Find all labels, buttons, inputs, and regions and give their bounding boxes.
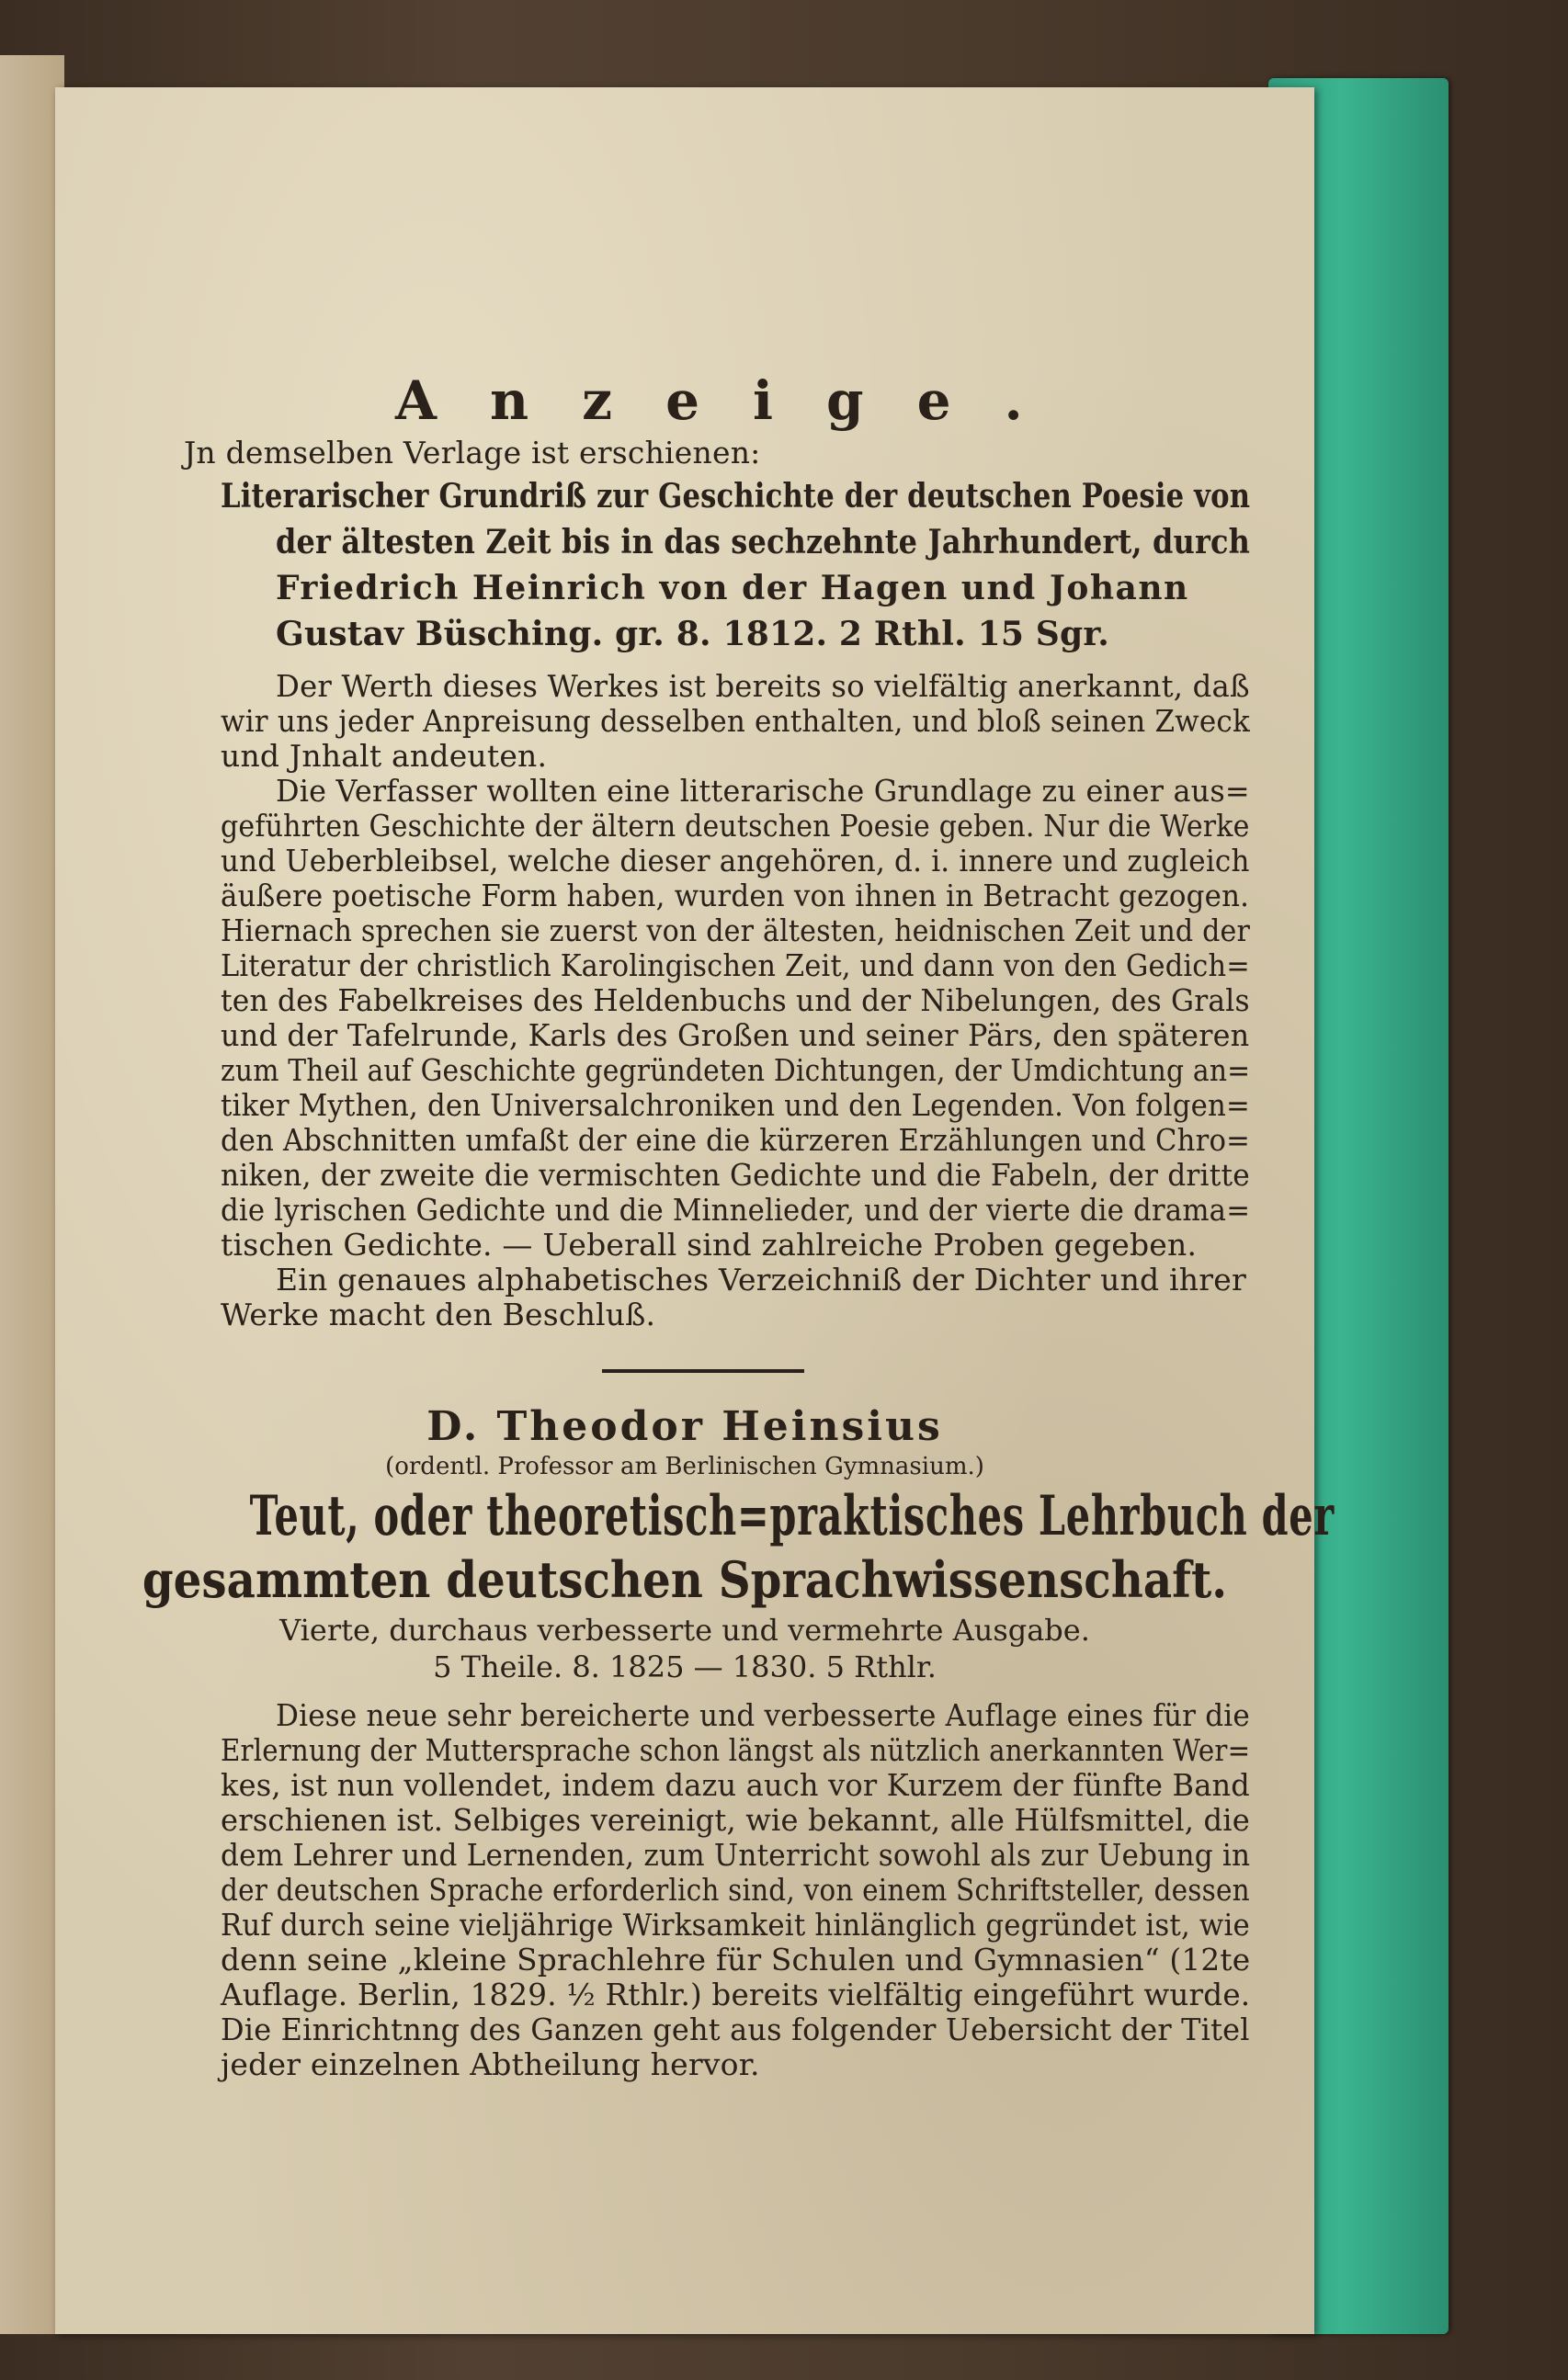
intro-line: Jn demselben Verlage ist erschienen: — [184, 435, 761, 470]
body2-line: denn seine „kleine Sprachlehre für Schulen und Gymnasien“ (12te — [221, 1942, 1251, 1978]
book1-title-line: Friedrich Heinrich von der Hagen und Johann — [276, 569, 1189, 607]
body1-line: Hiernach sprechen sie zuerst von der ältesten, heidnischen Zeit und der — [221, 912, 1251, 948]
document-page — [55, 87, 1335, 2334]
body2-line: erschienen ist. Selbiges vereinigt, wie bekannt, alle Hülfsmittel, die — [221, 1802, 1250, 1838]
book2-details: 5 Theile. 8. 1825 — 1830. 5 Rthlr. — [433, 1649, 937, 1684]
book2-title-line1: Teut, oder theoretisch=praktisches Lehrbuch der — [249, 1484, 1335, 1548]
body1-line: Literatur der christlich Karolingischen Zeit, und dann von den Gedich= — [221, 947, 1250, 983]
body1-line: geführten Geschichte der ältern deutschen Poesie geben. Nur die Werke — [221, 808, 1250, 844]
book2-edition: Vierte, durchaus verbesserte und vermehrte Ausgabe. — [279, 1613, 1090, 1648]
body1-line: Werke macht den Beschluß. — [221, 1297, 656, 1332]
body1-line: äußere poetische Form haben, wurden von ihnen in Betracht gezogen. — [221, 878, 1250, 913]
book1-title-line: Gustav Büsching. gr. 8. 1812. 2 Rthl. 15 Sgr. — [276, 615, 1109, 653]
book2-affiliation: (ordentl. Professor am Berlinischen Gymnasium.) — [385, 1453, 984, 1480]
body1-line: wir uns jeder Anpreisung desselben enthalten, und bloß seinen Zweck — [221, 703, 1250, 739]
section-divider — [602, 1369, 804, 1373]
body1-line: tischen Gedichte. — Ueberall sind zahlreiche Proben gegeben. — [221, 1227, 1198, 1263]
body1-line: Die Verfasser wollten eine litterarische Grundlage zu einer aus= — [276, 773, 1250, 809]
body2-line: Erlernung der Muttersprache schon längst als nützlich anerkannten Wer= — [221, 1732, 1251, 1768]
body1-line: ten des Fabelkreises des Heldenbuchs und der Nibelungen, des Grals — [221, 982, 1250, 1018]
book2-title-line2: gesammten deutschen Sprachwissenschaft. — [142, 1550, 1228, 1609]
body1-line: Der Werth dieses Werkes ist bereits so vielfältig anerkannt, daß — [276, 668, 1250, 704]
body2-line: Auflage. Berlin, 1829. ½ Rthlr.) bereits vielfältig eingeführt wurde. — [221, 1977, 1251, 2012]
body2-line: jeder einzelnen Abtheilung hervor. — [221, 2046, 760, 2082]
book1-title-line: Literarischer Grundriß zur Geschichte der deutschen Poesie von — [221, 477, 1251, 516]
book2-author: D. Theodor Heinsius — [426, 1403, 943, 1450]
body1-line: und Jnhalt andeuten. — [221, 738, 548, 774]
body1-line: zum Theil auf Geschichte gegründeten Dichtungen, der Umdichtung an= — [221, 1052, 1251, 1088]
body2-line: der deutschen Sprache erforderlich sind, von einem Schriftsteller, dessen — [221, 1872, 1250, 1908]
body1-line: tiker Mythen, den Universalchroniken und den Legenden. Von folgen= — [221, 1087, 1251, 1123]
book1-title-line: der ältesten Zeit bis in das sechzehnte Jahrhundert, durch — [276, 523, 1251, 561]
body1-line: den Abschnitten umfaßt der eine die kürzeren Erzählungen und Chro= — [221, 1122, 1250, 1158]
body1-line: und der Tafelrunde, Karls des Großen und seiner Pärs, den späteren — [221, 1017, 1250, 1053]
body1-line: die lyrischen Gedichte und die Minnelieder, und der vierte die drama= — [221, 1192, 1251, 1228]
body2-line: dem Lehrer und Lernenden, zum Unterricht sowohl als zur Uebung in — [221, 1837, 1251, 1873]
body2-line: Ruf durch seine vieljährige Wirksamkeit hinlänglich gegründet ist, wie — [221, 1907, 1250, 1943]
body1-line: Ein genaues alphabetisches Verzeichniß der Dichter und ihrer — [276, 1262, 1246, 1298]
body2-line: Diese neue sehr bereicherte und verbesserte Auflage eines für die — [276, 1697, 1250, 1733]
body1-line: und Ueberbleibsel, welche dieser angehören, d. i. innere und zugleich — [221, 843, 1250, 878]
page-heading: Anzeige. — [395, 369, 1076, 432]
body2-line: Die Einrichtnng des Ganzen geht aus folgender Uebersicht der Titel — [221, 2012, 1250, 2047]
body2-line: kes, ist nun vollendet, indem dazu auch vor Kurzem der fünfte Band — [221, 1767, 1250, 1803]
body1-line: niken, der zweite die vermischten Gedichte und die Fabeln, der dritte — [221, 1157, 1250, 1193]
